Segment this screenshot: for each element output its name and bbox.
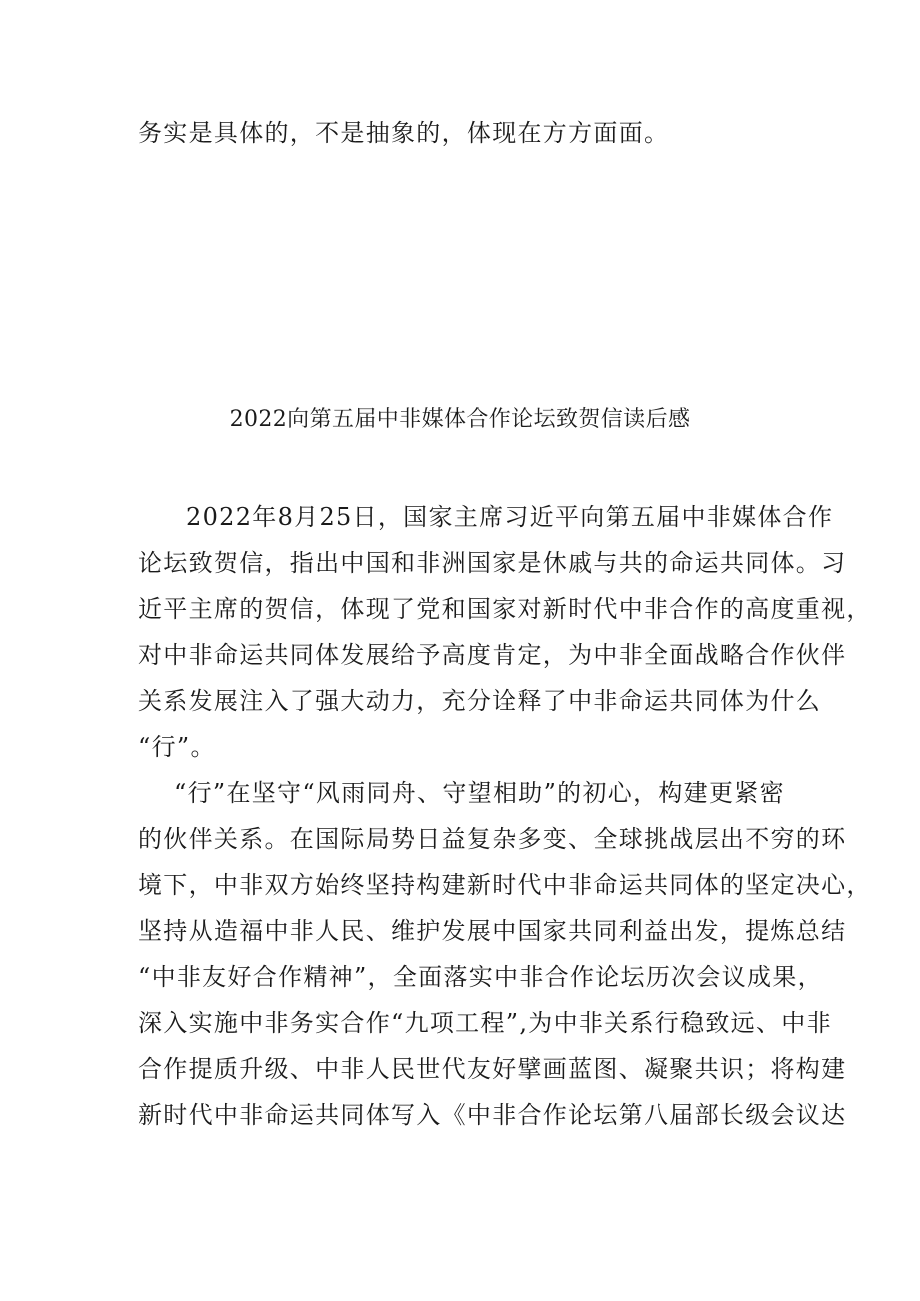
paragraph-line: “行”。 bbox=[138, 733, 216, 761]
paragraph-line: 的伙伴关系。在国际局势日益复杂多变、全球挑战层出不穷的环 bbox=[138, 825, 847, 853]
paragraph-line: 深入实施中非务实合作“九项工程”,为中非关系行稳致远、中非 bbox=[138, 1009, 832, 1037]
paragraph-line: 境下，中非双方始终坚持构建新时代中非命运共同体的坚定决心， bbox=[138, 871, 872, 899]
paragraph-line: 近平主席的贺信，体现了党和国家对新时代中非合作的高度重视， bbox=[138, 595, 872, 623]
document-title: 2022向第五届中非媒体合作论坛致贺信读后感 bbox=[229, 407, 691, 432]
paragraph-line: 关系发展注入了强大动力，充分诠释了中非命运共同体为什么 bbox=[138, 687, 822, 715]
paragraph-line: 对中非命运共同体发展给予高度肯定，为中非全面战略合作伙伴 bbox=[138, 641, 847, 669]
paragraph-line: “行”在坚守“风雨同舟、守望相助”的初心，构建更紧密 bbox=[174, 779, 785, 807]
paragraph-line: “中非友好合作精神”，全面落实中非合作论坛历次会议成果， bbox=[138, 963, 823, 991]
paragraph-line: 坚持从造福中非人民、维护发展中国家共同利益出发，提炼总结 bbox=[138, 917, 847, 945]
paragraph-line: 新时代中非命运共同体写入《中非合作论坛第八届部长级会议达 bbox=[138, 1101, 847, 1129]
top-fragment-line: 务实是具体的，不是抽象的，体现在方方面面。 bbox=[138, 119, 670, 147]
paragraph-line: 合作提质升级、中非人民世代友好擘画蓝图、凝聚共识；将构建 bbox=[138, 1055, 847, 1083]
paragraph-line: 2022年8月25日，国家主席习近平向第五届中非媒体合作 bbox=[186, 503, 834, 531]
paragraph-line: 论坛致贺信，指出中国和非洲国家是休戚与共的命运共同体。习 bbox=[138, 549, 847, 577]
